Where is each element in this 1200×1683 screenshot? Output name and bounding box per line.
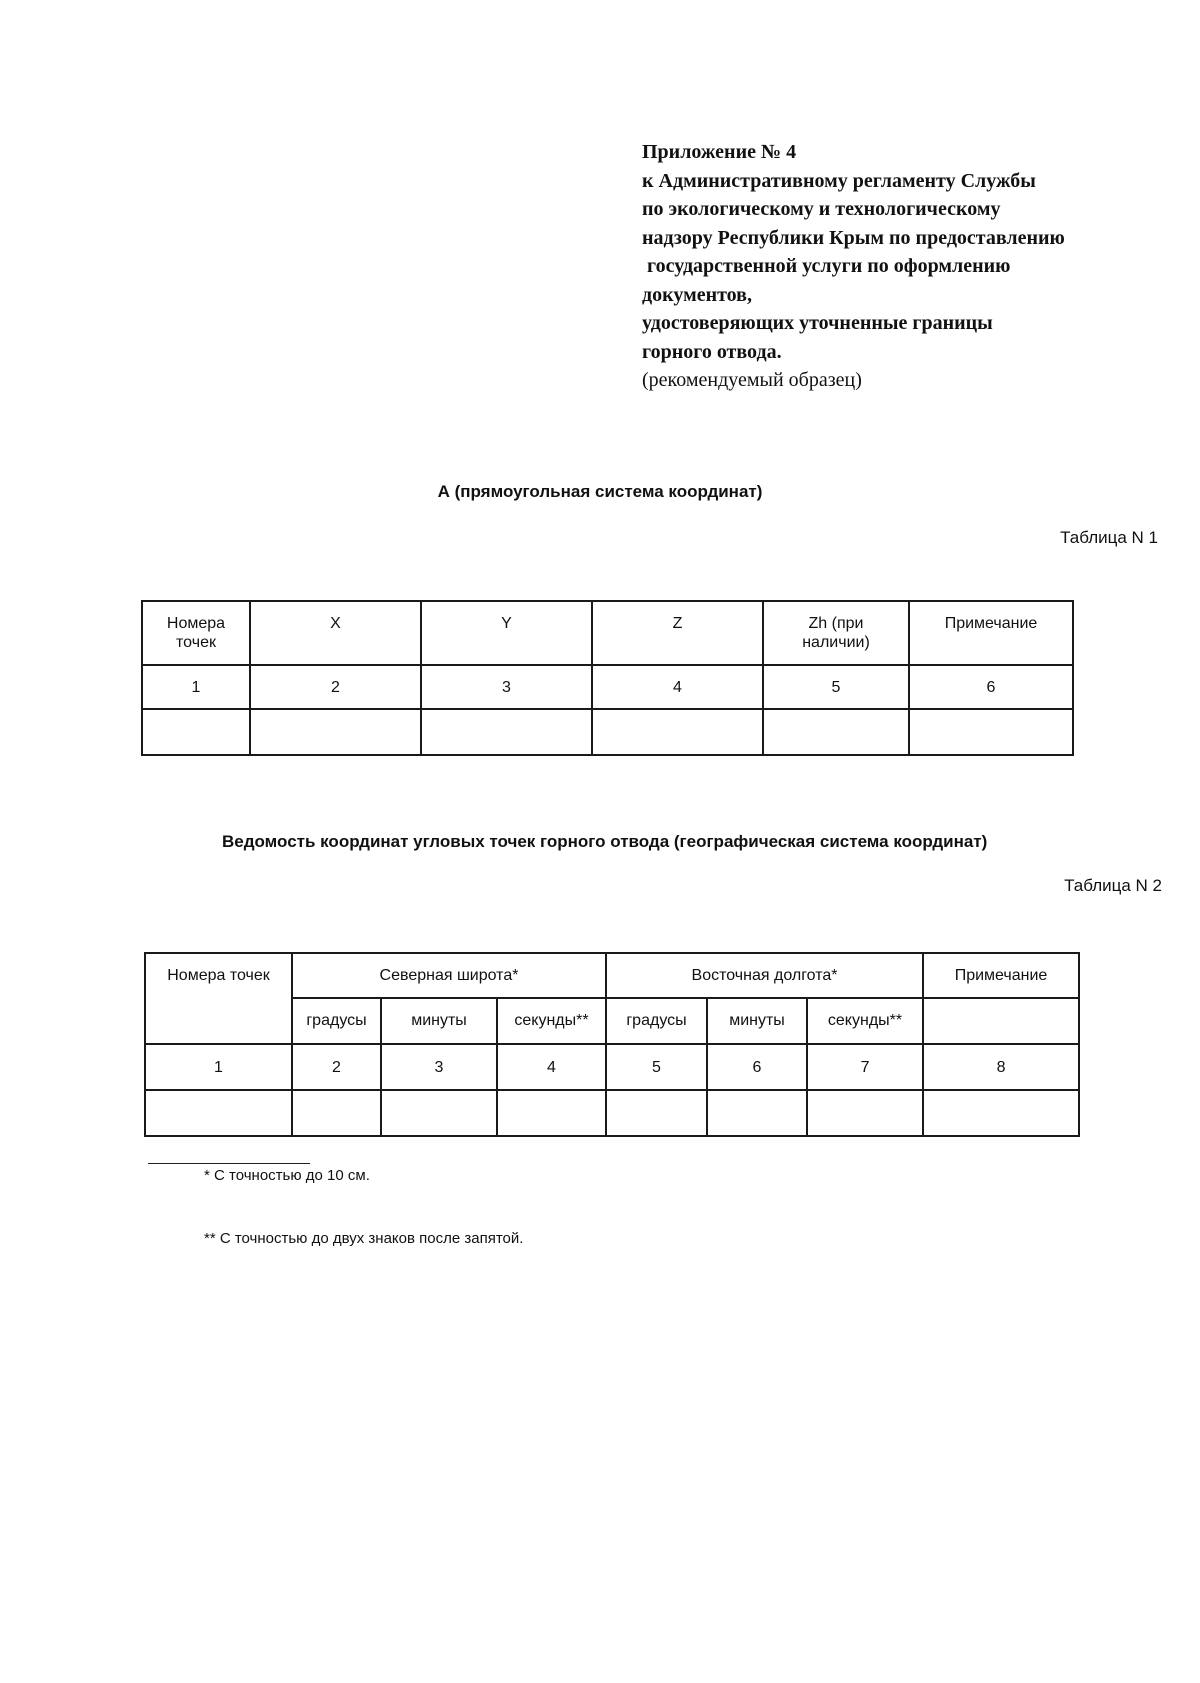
number-cell: 7 bbox=[807, 1044, 923, 1090]
table1-title: А (прямоугольная система координат) bbox=[437, 482, 763, 501]
empty-cell bbox=[592, 709, 763, 755]
empty-cell bbox=[145, 1090, 292, 1136]
table-number-row bbox=[145, 1044, 1079, 1090]
number-cell: 2 bbox=[292, 1044, 381, 1090]
header-cell bbox=[909, 601, 1073, 665]
empty-cell bbox=[606, 1090, 707, 1136]
appendix-line: надзору Республики Крым по предоставлению bbox=[642, 226, 1065, 249]
footnote-divider bbox=[148, 1163, 310, 1164]
subheader-cell: секунды** bbox=[807, 998, 923, 1044]
header-label: Zh (при наличии) bbox=[802, 615, 870, 651]
appendix-line: Приложение № 4 bbox=[642, 141, 797, 163]
table-header-row bbox=[145, 953, 1079, 998]
table2-title: Ведомость координат угловых точек горного отвода (географическая система координат) bbox=[222, 832, 988, 851]
empty-cell bbox=[923, 998, 1079, 1044]
empty-cell bbox=[497, 1090, 606, 1136]
header-cell: Северная широта* bbox=[292, 953, 606, 998]
header-cell bbox=[592, 601, 763, 665]
header-label: Z bbox=[672, 615, 683, 632]
appendix-line: к Административному регламенту Службы bbox=[642, 169, 1036, 192]
empty-cell bbox=[807, 1090, 923, 1136]
subheader-cell: секунды** bbox=[497, 998, 606, 1044]
appendix-line: удостоверяющих уточненные границы bbox=[642, 312, 993, 334]
subheader-cell: градусы bbox=[606, 998, 707, 1044]
header-cell bbox=[142, 601, 250, 665]
header-label: Примечание bbox=[944, 615, 1038, 632]
table-empty-row bbox=[142, 709, 1073, 755]
number-cell: 3 bbox=[421, 665, 592, 709]
footnote-precision-cm: * С точностью до 10 см. bbox=[204, 1167, 370, 1184]
appendix-line: по экологическому и технологическому bbox=[642, 198, 1001, 220]
empty-cell bbox=[763, 709, 909, 755]
number-cell: 8 bbox=[923, 1044, 1079, 1090]
header-label: Номера точек bbox=[166, 615, 226, 651]
number-cell: 5 bbox=[606, 1044, 707, 1090]
empty-cell bbox=[923, 1090, 1079, 1136]
header-cell bbox=[421, 601, 592, 665]
header-cell: Номера точек bbox=[145, 953, 292, 1044]
empty-cell bbox=[292, 1090, 381, 1136]
subheader-cell: градусы bbox=[292, 998, 381, 1044]
number-cell: 4 bbox=[497, 1044, 606, 1090]
header-label: Y bbox=[501, 615, 512, 632]
header-cell bbox=[250, 601, 421, 665]
number-cell: 5 bbox=[763, 665, 909, 709]
number-cell: 3 bbox=[381, 1044, 497, 1090]
appendix-line: (рекомендуемый образец) bbox=[642, 369, 862, 391]
appendix-header bbox=[642, 138, 1182, 395]
appendix-line: государственной услуги по оформлению bbox=[642, 255, 1011, 277]
number-cell: 1 bbox=[145, 1044, 292, 1090]
header-cell: Восточная долгота* bbox=[606, 953, 923, 998]
empty-cell bbox=[421, 709, 592, 755]
table-geographic-coordinates bbox=[144, 952, 1080, 1137]
header-cell bbox=[763, 601, 909, 665]
header-cell: Примечание bbox=[923, 953, 1079, 998]
appendix-line: горного отвода. bbox=[642, 340, 782, 363]
empty-cell bbox=[250, 709, 421, 755]
subheader-cell: минуты bbox=[381, 998, 497, 1044]
empty-cell bbox=[142, 709, 250, 755]
table-number-row bbox=[142, 665, 1073, 709]
number-cell: 6 bbox=[707, 1044, 807, 1090]
header-label: X bbox=[330, 615, 341, 632]
footnote-precision-decimals: ** С точностью до двух знаков после запятой. bbox=[204, 1230, 524, 1247]
subheader-cell: минуты bbox=[707, 998, 807, 1044]
empty-cell bbox=[707, 1090, 807, 1136]
empty-cell bbox=[381, 1090, 497, 1136]
table-empty-row bbox=[145, 1090, 1079, 1136]
number-cell: 2 bbox=[250, 665, 421, 709]
table-rectangular-coordinates bbox=[141, 600, 1074, 756]
empty-cell bbox=[909, 709, 1073, 755]
number-cell: 1 bbox=[142, 665, 250, 709]
appendix-line: документов, bbox=[642, 283, 752, 306]
number-cell: 6 bbox=[909, 665, 1073, 709]
table1-caption: Таблица N 1 bbox=[1060, 528, 1158, 547]
table-header-row bbox=[142, 601, 1073, 665]
table2-caption: Таблица N 2 bbox=[1064, 876, 1162, 895]
number-cell: 4 bbox=[592, 665, 763, 709]
